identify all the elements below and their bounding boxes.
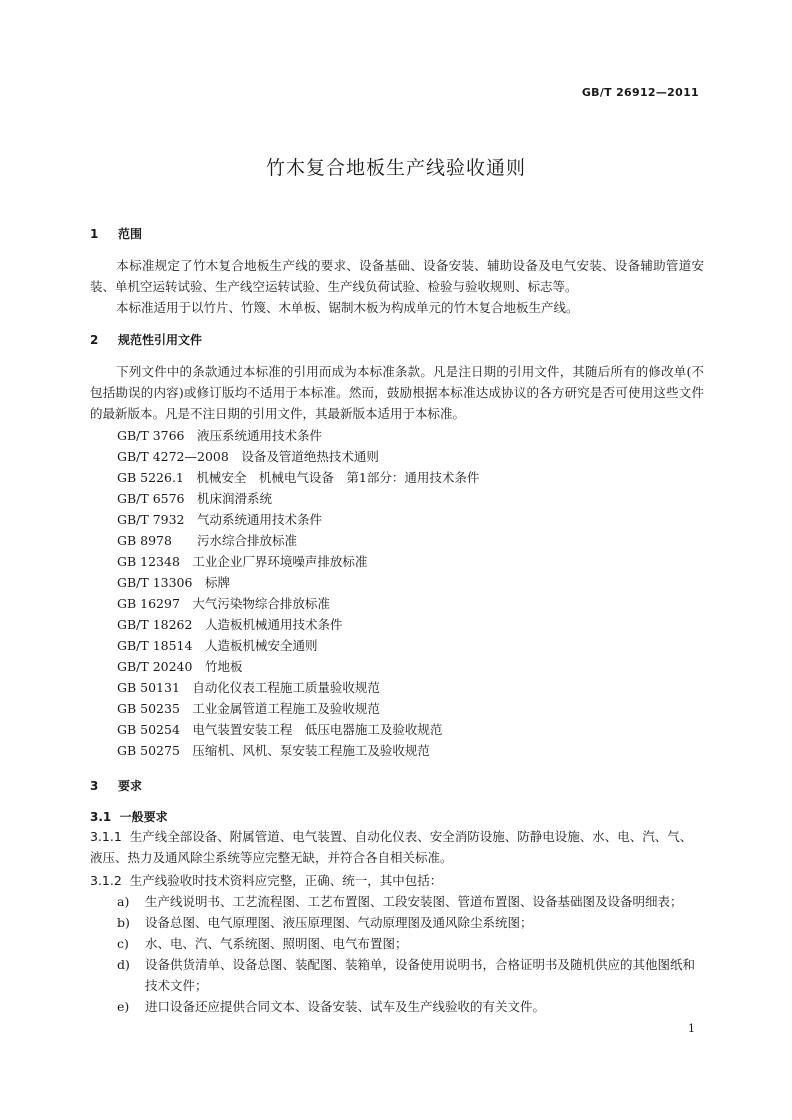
reference-item: GB 50254 电气装置安装工程 低压电器施工及验收规范: [117, 722, 443, 737]
clause-3-1-1-number: 3.1.1: [90, 829, 122, 844]
reference-item: GB 16297 大气污染物综合排放标准: [117, 596, 330, 611]
reference-item: GB/T 20240 竹地板: [117, 659, 243, 674]
list-item-text: 设备总图、电气原理图、液压原理图、气动原理图及通风除尘系统图；: [145, 915, 533, 930]
list-item-marker: e): [117, 999, 130, 1014]
list-item: [117, 996, 707, 1017]
section-1-paragraph-2: [90, 297, 704, 318]
section-1-paragraph-1: [90, 255, 704, 297]
section-1-heading: [90, 225, 142, 242]
list-item-text: 水、电、汽、气系统图、照明图、电气布置图；: [145, 936, 408, 951]
reference-item: GB 8978 污水综合排放标准: [117, 533, 297, 548]
section-2-heading: [90, 331, 202, 348]
normative-references-list: [117, 425, 479, 761]
reference-item: GB 12348 工业企业厂界环境噪声排放标准: [117, 554, 368, 569]
subsection-3-1-title: 一般要求: [119, 810, 168, 824]
reference-item: GB/T 18262 人造板机械通用技术条件: [117, 617, 343, 632]
clause-3-1-2-number: 3.1.2: [90, 873, 122, 888]
technical-documents-list: [117, 891, 707, 1017]
reference-item: GB 5226.1 机械安全 机械电气设备 第1部分：通用技术条件: [117, 470, 480, 485]
clause-3-1-1-text: 生产线全部设备、附属管道、电气装置、自动化仪表、安全消防设施、防静电设施、水、电、汽、气、液压、热力及通风除尘系统等应完整无缺，并符合各自相关标准。: [90, 829, 693, 865]
subsection-3-1-number: 3.1: [90, 810, 112, 824]
section-2-number: 2: [90, 333, 99, 347]
page-number: 1: [688, 1022, 695, 1035]
reference-item: GB/T 3766 液压系统通用技术条件: [117, 428, 323, 443]
section-1-paragraph-1-text: 本标准规定了竹木复合地板生产线的要求、设备基础、设备安装、辅助设备及电气安装、设备辅助管道安装、单机空运转试验、生产线空运转试验、生产线负荷试验、检验与验收规则、标志等。: [90, 258, 704, 294]
clause-3-1-2: [90, 870, 704, 891]
section-1-paragraph-2-text: 本标准适用于以竹片、竹篾、木单板、锯制木板为构成单元的竹木复合地板生产线。: [116, 300, 579, 315]
reference-item: GB 50275 压缩机、风机、泵安装工程施工及验收规范: [117, 743, 430, 758]
list-item-marker: c): [117, 936, 129, 951]
list-item: [117, 891, 707, 912]
section-2-title: 规范性引用文件: [118, 333, 203, 347]
section-2-intro: [90, 361, 704, 424]
standard-code: GB/T 26912—2011: [581, 86, 699, 99]
section-2-intro-text: 下列文件中的条款通过本标准的引用而成为本标准条款。凡是注日期的引用文件，其随后所有的修改单(不包括勘误的内容)或修订版均不适用于本标准。然而，鼓励根据本标准达成协议的各方研究是否可使用这些文件的最新版本。凡是不注日期的引用文件，其最新版本适用于本标准。: [90, 364, 704, 421]
reference-item: GB 50131 自动化仪表工程施工质量验收规范: [117, 680, 380, 695]
reference-item: GB/T 6576 机床润滑系统: [117, 491, 273, 506]
list-item-text: 设备供货清单、设备总图、装配图、装箱单，设备使用说明书，合格证明书及随机供应的其他图纸和技术文件；: [145, 957, 696, 993]
list-item-text: 进口设备还应提供合同文本、设备安装、试车及生产线验收的有关文件。: [145, 999, 546, 1014]
subsection-3-1-heading: [90, 808, 168, 825]
reference-item: GB 50235 工业金属管道工程施工及验收规范: [117, 701, 380, 716]
section-3-heading: [90, 777, 142, 794]
list-item: [117, 933, 707, 954]
reference-item: GB/T 7932 气动系统通用技术条件: [117, 512, 323, 527]
clause-3-1-1: [90, 826, 704, 868]
list-item-marker: b): [117, 915, 130, 930]
section-1-title: 范围: [118, 227, 143, 241]
reference-item: GB/T 4272—2008 设备及管道绝热技术通则: [117, 449, 379, 464]
list-item-marker: a): [117, 894, 130, 909]
section-3-number: 3: [90, 779, 99, 793]
reference-item: GB/T 18514 人造板机械安全通则: [117, 638, 318, 653]
document-title: 竹木复合地板生产线验收通则: [265, 157, 526, 179]
list-item: [117, 912, 707, 933]
list-item: [117, 954, 707, 996]
section-1-number: 1: [90, 227, 99, 241]
list-item-marker: d): [117, 957, 130, 972]
reference-item: GB/T 13306 标牌: [117, 575, 230, 590]
clause-3-1-2-text: 生产线验收时技术资料应完整，正确、统一，其中包括：: [129, 873, 443, 888]
list-item-text: 生产线说明书、工艺流程图、工艺布置图、工段安装图、管道布置图、设备基础图及设备明细表；: [145, 894, 683, 909]
section-3-title: 要求: [118, 779, 143, 793]
